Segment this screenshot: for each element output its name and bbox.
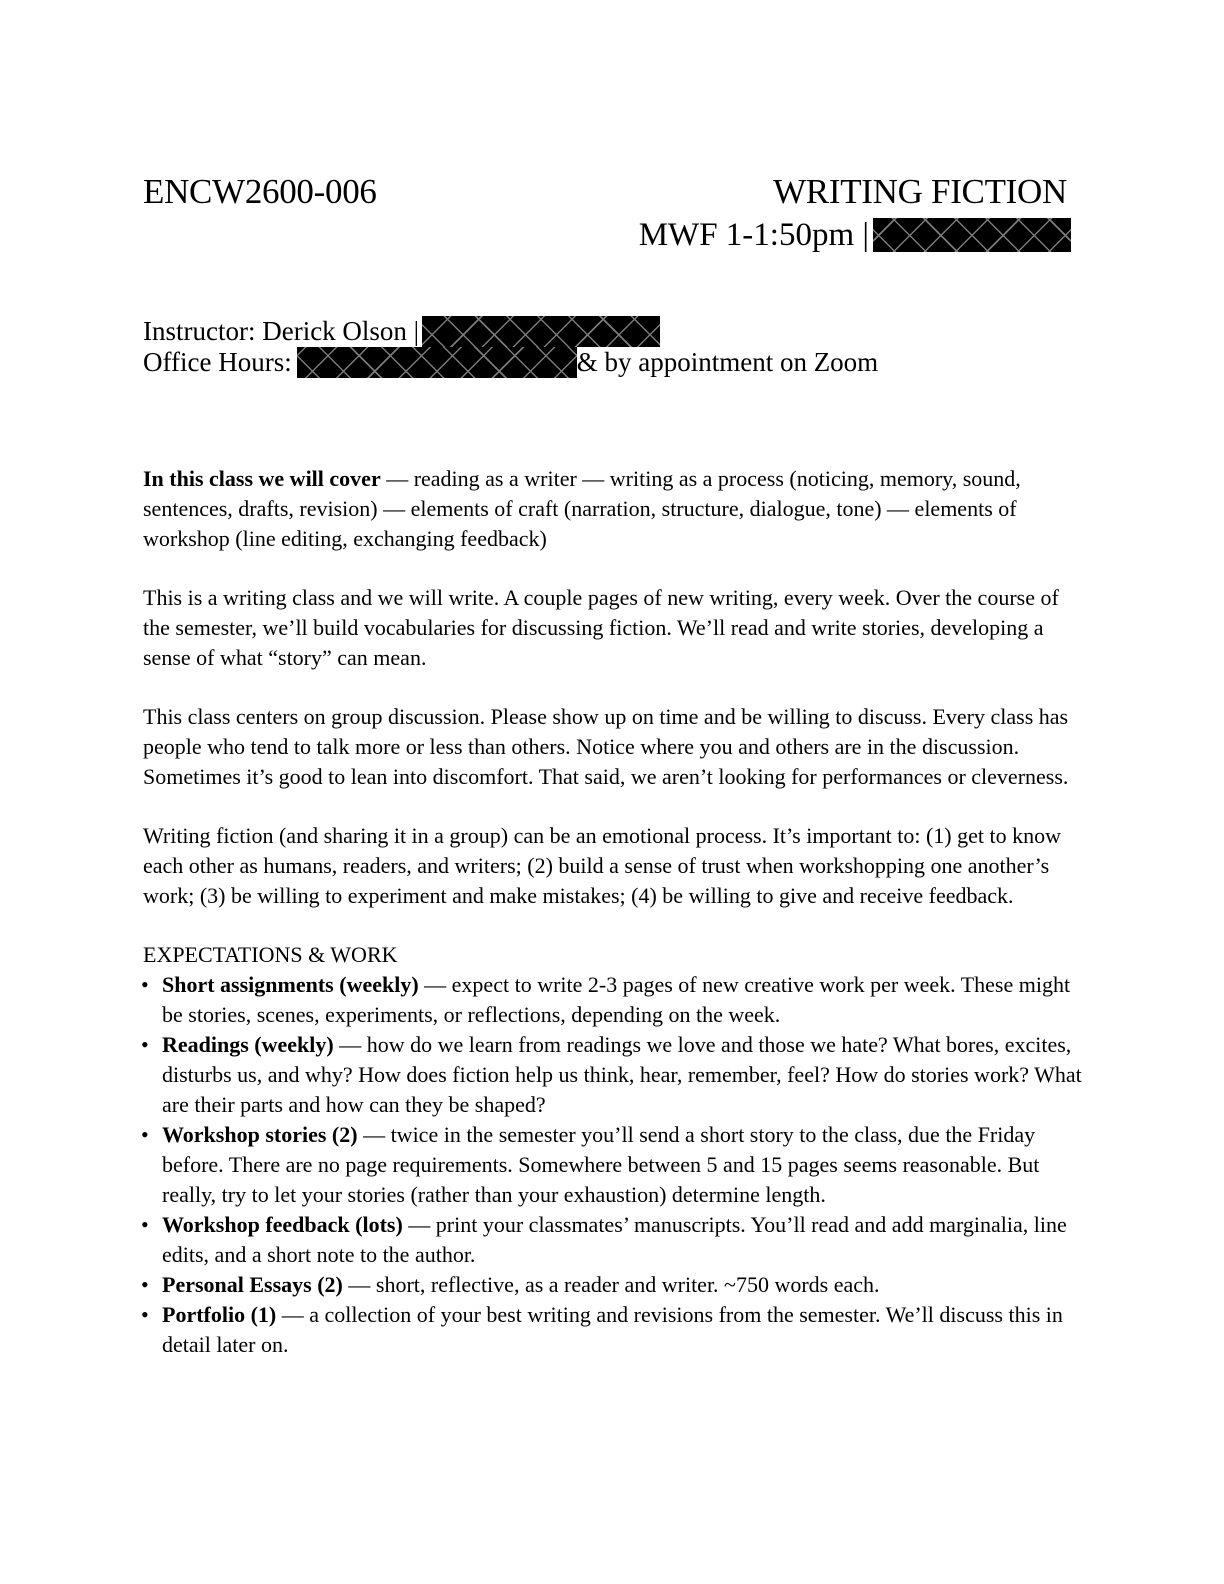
intro-text: — reading as a writer — writing as a process (noticing, memory, sound, sentences, drafts, revision) — elements of craft (narration, structure, dialogue, tone) — elements of workshop (line editing, exchanging feedback) bbox=[143, 466, 1021, 551]
course-code: ENCW2600-006 bbox=[143, 172, 377, 211]
office-hours-label: Office Hours: bbox=[143, 347, 292, 377]
redaction-block bbox=[422, 316, 660, 347]
expectations-heading: EXPECTATIONS & WORK bbox=[143, 942, 398, 967]
item-text: — print your classmates’ manuscripts. You’ll read and add marginalia, line edits, and a short note to the author. bbox=[162, 1212, 1067, 1267]
paragraph: This class centers on group discussion. Please show up on time and be willing to discuss. Every class has people who tend to talk more or less than others. Notice where you and others are in the discussion. Sometimes it’s good to lean into discomfort. That said, we aren’t looking for performances or cleverness. bbox=[143, 704, 1069, 789]
item-text: — short, reflective, as a reader and writer. ~750 words each. bbox=[342, 1272, 880, 1297]
item-title: Workshop feedback (lots) bbox=[162, 1212, 403, 1237]
redaction-block bbox=[297, 347, 577, 378]
list-item bbox=[143, 1270, 1083, 1300]
office-hours-suffix: & by appointment on Zoom bbox=[576, 347, 879, 377]
item-text: — a collection of your best writing and revisions from the semester. We’ll discuss this in detail later on. bbox=[162, 1302, 1063, 1357]
office-hours-line bbox=[143, 347, 878, 378]
list-item bbox=[143, 1210, 1083, 1270]
schedule-text: MWF 1-1:50pm | bbox=[638, 217, 869, 253]
syllabus-body bbox=[143, 464, 1083, 1360]
course-schedule bbox=[639, 215, 1071, 255]
list-item bbox=[143, 970, 1083, 1030]
item-title: Workshop stories (2) bbox=[162, 1122, 358, 1147]
paragraph: This is a writing class and we will write. A couple pages of new writing, every week. Over the course of the semester, we’ll build vocabularies for discussing fiction. We’ll read and write stories, developing a sense of what “story” can mean. bbox=[143, 585, 1059, 670]
paragraph: Writing fiction (and sharing it in a group) can be an emotional process. It’s important to: (1) get to know each other as humans, readers, and writers; (2) build a sense of trust when workshopping one another’s work; (3) be willing to experiment and make mistakes; (4) be willing to give and receive feedback. bbox=[143, 823, 1062, 908]
item-title: Short assignments (weekly) bbox=[162, 972, 419, 997]
bullet-icon: • bbox=[141, 1272, 149, 1297]
bullet-icon: • bbox=[141, 1122, 149, 1147]
expectations-list bbox=[143, 970, 1083, 1360]
intro-paragraph bbox=[143, 464, 1083, 554]
instructor-label: Instructor: Derick Olson | bbox=[143, 316, 420, 346]
bullet-icon: • bbox=[141, 972, 149, 997]
item-text: — twice in the semester you’ll send a short story to the class, due the Friday before. There are no page requirements. Somewhere between 5 and 15 pages seems reasonable. But really, try to let your stories (rather than your exhaustion) determine length. bbox=[162, 1122, 1040, 1207]
item-title: Personal Essays (2) bbox=[162, 1272, 343, 1297]
list-item bbox=[143, 1300, 1083, 1360]
bullet-icon: • bbox=[141, 1212, 149, 1237]
item-title: Readings (weekly) bbox=[162, 1032, 334, 1057]
bullet-icon: • bbox=[141, 1302, 149, 1327]
list-item bbox=[143, 1030, 1083, 1120]
redaction-block bbox=[873, 218, 1071, 252]
item-text: — expect to write 2-3 pages of new creative work per week. These might be stories, scenes, experiments, or reflections, depending on the week. bbox=[162, 972, 1071, 1027]
bullet-icon: • bbox=[141, 1032, 149, 1057]
item-text: — how do we learn from readings we love and those we hate? What bores, excites, disturbs us, and why? How does fiction help us think, hear, remember, feel? How do stories work? What are their parts and how can they be shaped? bbox=[162, 1032, 1082, 1117]
item-title: Portfolio (1) bbox=[162, 1302, 277, 1327]
intro-lead: In this class we will cover bbox=[143, 466, 381, 491]
list-item bbox=[143, 1120, 1083, 1210]
course-title: WRITING FICTION bbox=[773, 172, 1067, 211]
instructor-line bbox=[143, 316, 660, 347]
